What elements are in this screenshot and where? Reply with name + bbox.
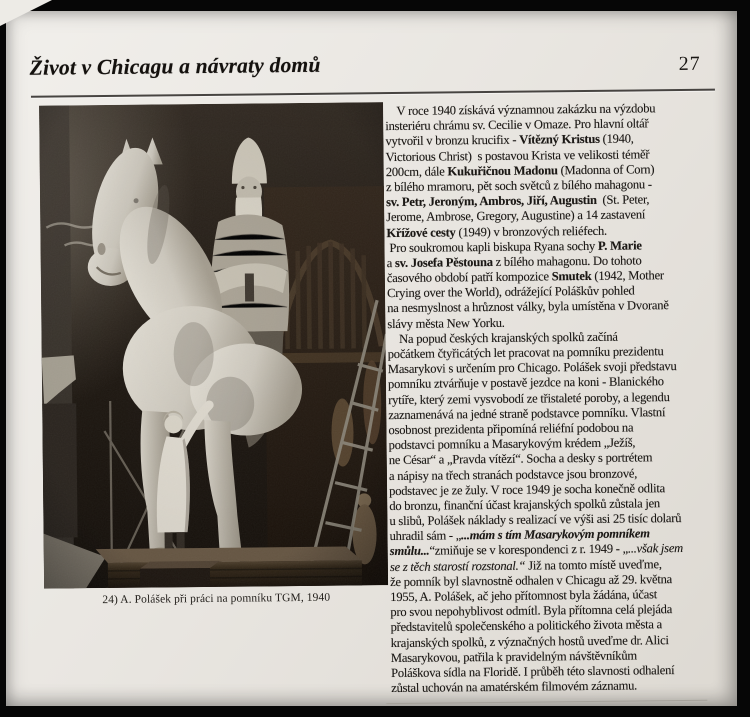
text-line: pro svou nepohyblivost odmítl. Byla přítomna celá plejáda [390, 602, 673, 620]
text-line: smůlu...“zmiňuje se v korespondenci z r. 1949 - „...však jsem [389, 541, 684, 559]
text-line: V roce 1940 získává významnou zakázku na výzdobu [385, 101, 656, 119]
text-line: Masarykovou, patřila k pravidelným návštěvníkům [390, 648, 637, 665]
text-line: časového období patří kompozice Smutek (1942, Mother [386, 268, 664, 286]
photo-caption: 24) A. Polášek při práci na pomníku TGM, 1940 [102, 591, 331, 607]
photo-figure [39, 102, 388, 589]
page-number: 27 [678, 52, 701, 76]
film-grain [39, 102, 388, 589]
text-line: Poláškova sídla na Floridě. I průběh této slavnosti odhalení [390, 663, 675, 680]
text-line: představitelů společenského a politického života města a [390, 617, 662, 635]
text-line: Pro soukromou kapli biskupa Ryana sochy P. Marie [386, 238, 642, 255]
text-line: Masarykovi s určením pro Chicago. Polášek svoji představu [387, 359, 677, 377]
text-line: osobnost prezidenta připomíná reliéfní podobou na [388, 420, 634, 438]
text-line: zůstal uchován na amatérském filmovém záznamu. [391, 678, 638, 696]
text-line: rytíře, který zemi vysvobodí ze třistaleté poroby, a legendu [388, 389, 670, 407]
text-line: na nesmyslnost a hrůznost války, byla umístěna v Dvoraně [387, 298, 669, 316]
header-rule [31, 89, 715, 98]
text-line: počátkem čtyřicátých let pracovat na pomníku prezidentu [387, 344, 664, 362]
text-line: slávy města New Yorku. [387, 315, 505, 331]
chapter-title: Život v Chicagu a návraty domů [29, 52, 321, 80]
article-text [385, 100, 739, 704]
text-line: krajanských spolků, z význačných hostů uveďme dr. Alici [390, 632, 669, 650]
text-line: zaznamenává na jedné straně podstavce pomníku. Vlastní [388, 404, 666, 422]
text-line: podstavec je ze žuly. V roce 1949 je socha konečně odlita [389, 480, 665, 498]
book-page [6, 11, 737, 706]
text-line: do bronzu, finanční účast krajanských spolků zůstala jen [389, 496, 661, 513]
text-line: a sv. Josefa Pěstouna z bílého mahagonu. Do tohoto [386, 253, 642, 270]
text-line: u slibů, Polášek náklady s realizací ve výši asi 25 tisíc dolarů [389, 511, 682, 529]
text-line: že pomník byl slavnostně odhalen v Chicagu až 29. května [389, 571, 673, 589]
text-line: z bílého mramoru, pět soch světců z bílého mahagonu - [385, 177, 652, 195]
text-line: Crying over the World), odrážející Poláškův pohled [386, 283, 635, 301]
text-line: Na popud českých krajanských spolků začíná [387, 329, 618, 346]
text-line: sv. Petr, Jeroným, Ambros, Jiří, Augustin (St. Peter, [386, 192, 650, 210]
text-line: Victorious Christ) s postavou Krista ve velikosti téměř [385, 146, 650, 164]
text-line: 1955, A. Polášek, ač jeho přítomnost byla žádána, účast [390, 587, 658, 605]
text-line: 200cm, dále Kukuřičnou Madonu (Madonna of Corn) [385, 162, 655, 179]
text-line: se z těch starostí rozstonal.“ Již na tomto místě uveďme, [389, 556, 662, 574]
text-line: a nápisy na třech stranách podstavce jsou bronzové, [388, 465, 638, 483]
text-line: Křížové cesty (1949) v bronzových reliéfech. [386, 223, 607, 240]
monument-photo [39, 102, 388, 589]
text-line: vytvořil v bronzu krucifix - Vítězný Kristus (1940, [385, 131, 634, 149]
text-line: Jerome, Ambrose, Gregory, Augustine) a 14 zastavení [386, 207, 646, 225]
page-content [3, 6, 741, 709]
text-line: ne César“ a „Pravda vítězí“. Socha a desky s portrétem [388, 450, 653, 468]
text-line: pomníku ztvárňuje v postavě jezdce na koni - Blanického [387, 374, 664, 392]
text-line: podstavci pomníku a Masarykovým krédem „Ježíš, [388, 435, 636, 453]
text-line: uhradil sám - „...mám s tím Masarykovým pomníkem [389, 526, 650, 544]
text-line: insteriéru chrámu sv. Cecilie v Omaze. Pro hlavní oltář [385, 116, 649, 134]
